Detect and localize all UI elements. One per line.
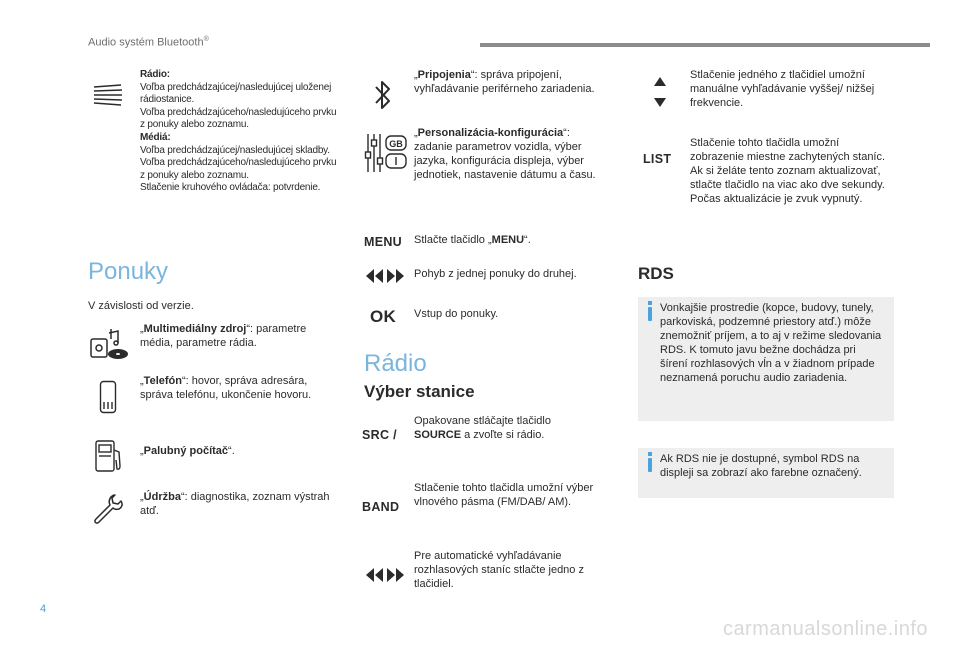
band-text: Stlačenie tohto tlačidla umožní výber vlnového pásma (FM/DAB/ AM). — [414, 482, 594, 508]
left-right-arrows-icon — [364, 268, 406, 284]
up-down-arrows-icon — [652, 76, 668, 110]
info-icon-dot — [648, 301, 652, 305]
menu-button-label: MENU — [364, 235, 403, 249]
info-icon-dot — [648, 452, 652, 456]
bluetooth-icon — [372, 78, 394, 112]
info-box-rds-reception: Vonkajšie prostredie (kopce, budovy, tunely, parkoviská, podzemné priestory atď.) môže znemožniť príjem, a to aj v režime sledovania RDS. K tomuto javu bežne dochádza pri šírení rozhlasových vĺn a v žiadnom prípade neznamená poruchu audio zariadenia. — [638, 297, 894, 421]
radio-media-text: Rádio: Voľba predchádzajúcej/nasledujúcej uloženej rádiostanice. Voľba predchádzajúceho/nasledujúceho prvku z ponuky alebo zoznamu. Médiá: Voľba predchádzajúcej/nasledujúcej skladby. Voľba predchádzajúceho/nasledujúceho prvku z ponuky alebo zoznamu. Stlačenie kruhového ovládača: potvrdenie. — [140, 69, 337, 194]
trip-computer-icon — [93, 438, 125, 474]
wrench-icon — [93, 492, 127, 526]
auto-search-text: Pre automatické vyhľadávanie rozhlasových staníc stlačte jedno z tlačidiel. — [414, 550, 584, 590]
palubny-text: „Palubný počítač“. — [140, 445, 235, 457]
src-slash-icon: / — [389, 428, 397, 442]
page-number: 4 — [40, 603, 47, 615]
heading-rds: RDS — [638, 264, 674, 283]
band-button-label: BAND — [362, 500, 400, 514]
multimedia-icon — [88, 325, 130, 361]
arrows-text: Pohyb z jednej ponuky do druhej. — [414, 268, 577, 280]
ok-text: Vstup do ponuky. — [414, 308, 499, 320]
info-box-rds-unavailable: Ak RDS nie je dostupné, symbol RDS na displeji sa zobrazí ako farebne označený. — [638, 448, 894, 498]
telefon-text: „Telefón“: hovor, správa adresára, správa telefónu, ukončenie hovoru. — [140, 375, 312, 401]
running-header: Audio systém Bluetooth® — [88, 36, 209, 49]
gb-badge: GB — [389, 139, 403, 149]
settings-sliders-icon — [364, 132, 408, 174]
seek-arrows-icon — [364, 567, 406, 583]
src-button-label: SRC / — [362, 428, 397, 442]
personalizacia-text: „Personalizácia-konfigurácia“: zadanie parametrov vozidla, výber jazyka, konfigurácia displeja, výber jednotiek, nastavenie dátumu a času. — [414, 127, 596, 181]
multimedia-text: „Multimediálny zdroj“: parametre média, parametre rádia. — [140, 323, 307, 349]
src-text: Opakovane stláčajte tlačidlo SOURCE a zvoľte si rádio. — [414, 415, 551, 441]
watermark: carmanualsonline.info — [722, 618, 928, 640]
ponuky-intro: V závislosti od verzie. — [88, 300, 194, 312]
phone-icon — [99, 380, 117, 414]
heading-ponuky: Ponuky — [88, 258, 169, 285]
list-text: Stlačenie tohto tlačidla umožní zobrazenie miestne zachytených staníc. Ak si želáte tento zoznam aktualizovať, stlačte tlačidlo na viac ako dve sekundy. Počas aktualizácie je zvuk vypnutý. — [690, 137, 886, 205]
udrzba-text: „Údržba“: diagnostika, zoznam výstrah atď. — [140, 491, 330, 517]
info-icon — [648, 307, 652, 321]
ok-button-label: OK — [370, 307, 397, 326]
heading-radio: Rádio — [364, 350, 427, 377]
info-icon — [648, 458, 652, 472]
list-button-label: LIST — [643, 152, 672, 166]
pripojenia-text: „Pripojenia“: správa pripojení, vyhľadávanie periférneho zariadenia. — [414, 69, 595, 95]
updown-text: Stlačenie jedného z tlačidiel umožní manuálne vyhľadávanie vyššej/ nižšej frekvencie. — [690, 69, 875, 109]
menu-text: Stlačte tlačidlo „MENU“. — [414, 234, 531, 246]
header-rule — [480, 43, 930, 47]
list-stack-icon — [92, 84, 124, 106]
heading-vyber-stanice: Výber stanice — [364, 382, 475, 401]
